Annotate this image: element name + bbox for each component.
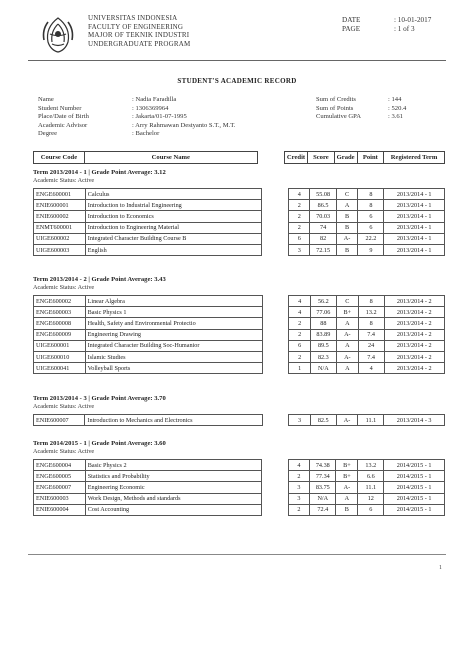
- student-info-value: : Jakarta/01-07-1995: [132, 113, 187, 121]
- header-divider: [28, 60, 446, 61]
- table-cell: 11.1: [358, 482, 384, 493]
- table-cell: ENIE600004: [34, 504, 86, 515]
- term-block: [33, 276, 445, 374]
- table-cell: 9: [358, 244, 384, 255]
- table-cell: N/A: [310, 363, 336, 374]
- table-cell: 82.5: [310, 415, 336, 426]
- table-row: [34, 200, 445, 211]
- table-cell: ENIE600003: [34, 493, 86, 504]
- table-cell: ENGE600003: [34, 307, 86, 318]
- table-cell: 3: [288, 493, 310, 504]
- table-cell: ENIE600007: [34, 415, 85, 426]
- summary-value: : 3.61: [388, 113, 404, 121]
- table-row: [34, 340, 445, 351]
- table-cell: 2013/2014 - 2: [384, 296, 444, 307]
- table-cell: ENGE600008: [34, 318, 86, 329]
- table-cell: 2013/2014 - 1: [384, 211, 445, 222]
- column-header: Credit: [284, 152, 307, 164]
- table-cell: 55.08: [310, 189, 336, 200]
- column-gap: [263, 318, 289, 329]
- column-header-table: [33, 151, 445, 164]
- term-title: Term 2014/2015 - 1 | Grade Point Average: 3.60: [33, 440, 166, 447]
- column-header: Score: [308, 152, 335, 164]
- table-cell: Basic Physics 2: [85, 460, 261, 471]
- student-info-row: [38, 96, 332, 105]
- table-cell: 2013/2014 - 3: [384, 415, 445, 426]
- summary-key: Sum of Points: [316, 104, 354, 112]
- table-cell: 2013/2014 - 1: [384, 222, 445, 233]
- table-cell: B+: [336, 307, 358, 318]
- table-cell: UIGE600001: [34, 340, 86, 351]
- table-cell: Calculus: [85, 189, 262, 200]
- table-cell: 2: [289, 329, 310, 340]
- table-row: [34, 211, 445, 222]
- table-cell: 82: [310, 233, 336, 244]
- page-number: 1: [439, 565, 442, 571]
- table-cell: 83.89: [310, 329, 336, 340]
- table-cell: 4: [289, 189, 310, 200]
- summary-row: [316, 96, 406, 105]
- term-title: Term 2013/2014 - 3 | Grade Point Average: 3.70: [33, 395, 166, 402]
- table-cell: Engineering Economic: [85, 482, 261, 493]
- table-cell: 6: [289, 233, 310, 244]
- column-gap: [262, 222, 289, 233]
- table-cell: Introduction to Economics: [85, 211, 262, 222]
- table-cell: 13.2: [358, 307, 384, 318]
- table-cell: 2013/2014 - 2: [384, 340, 444, 351]
- table-cell: 7.4: [358, 351, 384, 362]
- table-cell: 2013/2014 - 2: [384, 363, 444, 374]
- summary-key: Cumulative GPA: [316, 113, 361, 121]
- table-cell: ENGE600007: [34, 482, 86, 493]
- student-info-value: : Bachelor: [132, 130, 160, 138]
- table-cell: 86.5: [310, 200, 336, 211]
- table-cell: 2013/2014 - 2: [384, 307, 444, 318]
- courses-table: [33, 188, 445, 256]
- column-gap: [262, 244, 289, 255]
- courses-table: [33, 414, 445, 426]
- student-info-key: Name: [38, 96, 54, 103]
- term-block: [33, 395, 445, 426]
- table-cell: Volleyball Sports: [85, 363, 263, 374]
- column-header: Course Code: [34, 152, 85, 164]
- table-row: [34, 222, 445, 233]
- column-gap: [263, 351, 289, 362]
- column-gap: [262, 233, 289, 244]
- date-label: DATE: [342, 16, 361, 24]
- table-cell: ENGE600004: [34, 460, 86, 471]
- table-cell: 2013/2014 - 1: [384, 233, 445, 244]
- table-cell: Cost Accounting: [85, 504, 261, 515]
- student-info-value: : Arry Rahmawan Destyanto S.T., M.T.: [132, 121, 236, 129]
- table-cell: Engineering Drawing: [85, 329, 263, 340]
- table-cell: 77.06: [310, 307, 336, 318]
- table-cell: 6: [358, 211, 384, 222]
- table-cell: 8: [358, 318, 384, 329]
- table-cell: B: [336, 504, 358, 515]
- table-cell: 72.15: [310, 244, 336, 255]
- table-cell: 6: [289, 340, 310, 351]
- table-cell: 2: [289, 222, 310, 233]
- table-cell: C: [336, 296, 358, 307]
- table-row: [34, 351, 445, 362]
- student-info-row: [38, 122, 332, 131]
- table-row: [34, 233, 445, 244]
- table-cell: 2013/2014 - 1: [384, 244, 445, 255]
- table-cell: 2014/2015 - 1: [384, 493, 445, 504]
- page-title: STUDENT'S ACADEMIC RECORD: [177, 77, 297, 85]
- term-block: [33, 440, 445, 516]
- table-cell: 77.34: [310, 471, 336, 482]
- table-row: [34, 296, 445, 307]
- table-cell: 2013/2014 - 1: [384, 200, 445, 211]
- table-cell: 7.4: [358, 329, 384, 340]
- table-cell: ENGE600001: [34, 189, 86, 200]
- table-cell: 83.75: [310, 482, 336, 493]
- table-row: [34, 482, 445, 493]
- table-cell: 22.2: [358, 233, 384, 244]
- table-cell: 4: [288, 460, 310, 471]
- date-value: : 10-01-2017: [394, 16, 432, 24]
- term-status: Academic Status: Active: [33, 448, 95, 455]
- table-cell: 3: [288, 482, 310, 493]
- table-cell: English: [85, 244, 262, 255]
- column-gap: [263, 329, 289, 340]
- student-info-key: Academic Advisor: [38, 121, 88, 129]
- table-cell: UIGE600003: [34, 244, 86, 255]
- table-cell: ENIE600002: [34, 211, 86, 222]
- table-row: [34, 415, 445, 426]
- column-gap: [263, 307, 289, 318]
- column-header: Point: [357, 152, 383, 164]
- summary-value: : 520.4: [388, 104, 407, 112]
- column-gap: [263, 340, 289, 351]
- table-row: [34, 329, 445, 340]
- table-cell: 8: [358, 200, 384, 211]
- table-cell: 12: [358, 493, 384, 504]
- table-row: [34, 460, 445, 471]
- student-info-row: [38, 130, 332, 139]
- table-cell: N/A: [310, 493, 336, 504]
- term-title: Term 2013/2014 - 2 | Grade Point Average: 3.43: [33, 276, 166, 283]
- table-row: [34, 244, 445, 255]
- table-cell: A: [336, 493, 358, 504]
- table-cell: 2: [289, 351, 310, 362]
- table-cell: 2013/2014 - 1: [384, 189, 445, 200]
- column-gap: [262, 460, 289, 471]
- academic-summary: [316, 96, 406, 122]
- column-gap: [262, 482, 289, 493]
- table-cell: A: [336, 340, 358, 351]
- column-gap: [262, 471, 289, 482]
- table-cell: A-: [336, 482, 358, 493]
- table-cell: B: [336, 244, 358, 255]
- table-cell: B+: [336, 471, 358, 482]
- table-row: [34, 504, 445, 515]
- summary-row: [316, 113, 406, 122]
- table-cell: UIGE600010: [34, 351, 86, 362]
- column-gap: [262, 504, 289, 515]
- table-cell: 2: [288, 504, 310, 515]
- column-gap: [262, 211, 289, 222]
- table-row: [34, 493, 445, 504]
- table-cell: 74: [310, 222, 336, 233]
- table-cell: 2: [289, 200, 310, 211]
- student-info-key: Place/Date of Birth: [38, 113, 89, 121]
- table-cell: A: [336, 200, 358, 211]
- table-cell: A: [336, 363, 358, 374]
- table-cell: Introduction to Engineering Material: [85, 222, 262, 233]
- table-row: [34, 471, 445, 482]
- courses-table: [33, 295, 445, 374]
- table-cell: A: [336, 318, 358, 329]
- column-header: Course Name: [84, 152, 257, 164]
- table-cell: 2013/2014 - 2: [384, 351, 444, 362]
- page-value: : 1 of 3: [394, 25, 415, 33]
- footer-divider: [28, 554, 446, 555]
- university-line: UNIVERSITAS INDONESIA: [88, 14, 178, 22]
- table-cell: Introduction to Industrial Engineering: [85, 200, 262, 211]
- table-cell: B: [336, 222, 358, 233]
- term-status: Academic Status: Active: [33, 177, 95, 184]
- student-info: [38, 96, 332, 139]
- table-cell: 70.03: [310, 211, 336, 222]
- table-cell: 2: [288, 471, 310, 482]
- table-cell: Introduction to Mechanics and Electronics: [85, 415, 262, 426]
- table-cell: 13.2: [358, 460, 384, 471]
- table-cell: Basic Physics 1: [85, 307, 263, 318]
- university-logo-icon: [40, 14, 76, 54]
- table-cell: Integrated Character Building Soc-Humanior: [85, 340, 263, 351]
- university-line: FACULTY OF ENGINEERING: [88, 22, 184, 31]
- term-status: Academic Status: Active: [33, 284, 95, 291]
- student-info-row: [38, 105, 332, 114]
- term-status: Academic Status: Active: [33, 403, 95, 410]
- table-cell: 11.1: [358, 415, 384, 426]
- table-cell: Integrated Character Building Course B: [85, 233, 262, 244]
- table-cell: 3: [289, 415, 310, 426]
- table-cell: 6.6: [358, 471, 384, 482]
- table-cell: UIGE600041: [34, 363, 86, 374]
- table-cell: Work Design, Methods and standards: [85, 493, 261, 504]
- column-gap: [262, 200, 289, 211]
- column-header: Registered Term: [384, 152, 445, 164]
- table-row: [34, 363, 445, 374]
- table-cell: ENIE600001: [34, 200, 86, 211]
- column-gap: [262, 189, 289, 200]
- table-cell: 2: [289, 211, 310, 222]
- table-cell: A-: [336, 233, 358, 244]
- table-cell: 6: [358, 222, 384, 233]
- column-gap: [263, 296, 289, 307]
- table-row: [34, 318, 445, 329]
- date-page-block: [342, 16, 454, 34]
- term-block: [33, 169, 445, 256]
- table-cell: 72.4: [310, 504, 336, 515]
- table-cell: B+: [336, 460, 358, 471]
- table-cell: ENGE600002: [34, 296, 86, 307]
- table-cell: 2014/2015 - 1: [384, 471, 445, 482]
- summary-row: [316, 105, 406, 114]
- column-gap: [257, 152, 284, 164]
- table-cell: Linear Algebra: [85, 296, 263, 307]
- table-cell: 1: [289, 363, 310, 374]
- table-cell: 2013/2014 - 2: [384, 318, 444, 329]
- table-cell: 8: [358, 296, 384, 307]
- student-info-value: : Nadia Faradilla: [132, 96, 177, 103]
- table-cell: Health, Safety and Environmental Protectio: [85, 318, 263, 329]
- student-info-key: Student Number: [38, 104, 82, 112]
- table-cell: 2014/2015 - 1: [384, 482, 445, 493]
- table-cell: 74.38: [310, 460, 336, 471]
- term-title: Term 2013/2014 - 1 | Grade Point Average: 3.12: [33, 169, 166, 176]
- column-gap: [262, 415, 289, 426]
- table-cell: 4: [289, 307, 310, 318]
- table-cell: 2: [289, 318, 310, 329]
- table-cell: 89.5: [310, 340, 336, 351]
- table-cell: ENGE600005: [34, 471, 86, 482]
- table-cell: 3: [289, 244, 310, 255]
- table-cell: 2014/2015 - 1: [384, 504, 445, 515]
- university-line: UNDERGRADUATE PROGRAM: [88, 39, 191, 48]
- table-cell: 56.2: [310, 296, 336, 307]
- table-cell: 2014/2015 - 1: [384, 460, 445, 471]
- table-cell: A-: [336, 329, 358, 340]
- student-info-value: : 1306369964: [132, 104, 169, 112]
- table-cell: 6: [358, 504, 384, 515]
- university-header: [88, 14, 190, 48]
- student-info-row: [38, 113, 332, 122]
- table-row: [34, 189, 445, 200]
- table-cell: 8: [358, 189, 384, 200]
- table-cell: Statistics and Probability: [85, 471, 261, 482]
- summary-value: : 144: [388, 96, 402, 103]
- column-gap: [263, 363, 289, 374]
- column-header: Grade: [334, 152, 357, 164]
- table-cell: 24: [358, 340, 384, 351]
- table-cell: 82.3: [310, 351, 336, 362]
- table-cell: 2013/2014 - 2: [384, 329, 444, 340]
- table-cell: ENMT600001: [34, 222, 86, 233]
- table-cell: UIGE600002: [34, 233, 86, 244]
- table-cell: A-: [336, 351, 358, 362]
- student-info-key: Degree: [38, 130, 58, 138]
- page-label: PAGE: [342, 25, 361, 33]
- university-line: MAJOR OF TEKNIK INDUSTRI: [88, 31, 190, 40]
- table-cell: C: [336, 189, 358, 200]
- courses-table: [33, 459, 445, 516]
- table-cell: 4: [289, 296, 310, 307]
- table-cell: ENGE600009: [34, 329, 86, 340]
- summary-key: Sum of Credits: [316, 96, 356, 103]
- table-row: [34, 307, 445, 318]
- table-cell: A-: [336, 415, 358, 426]
- column-gap: [262, 493, 289, 504]
- table-cell: 88: [310, 318, 336, 329]
- table-cell: Islamic Studies: [85, 351, 263, 362]
- table-cell: B: [336, 211, 358, 222]
- table-cell: 4: [358, 363, 384, 374]
